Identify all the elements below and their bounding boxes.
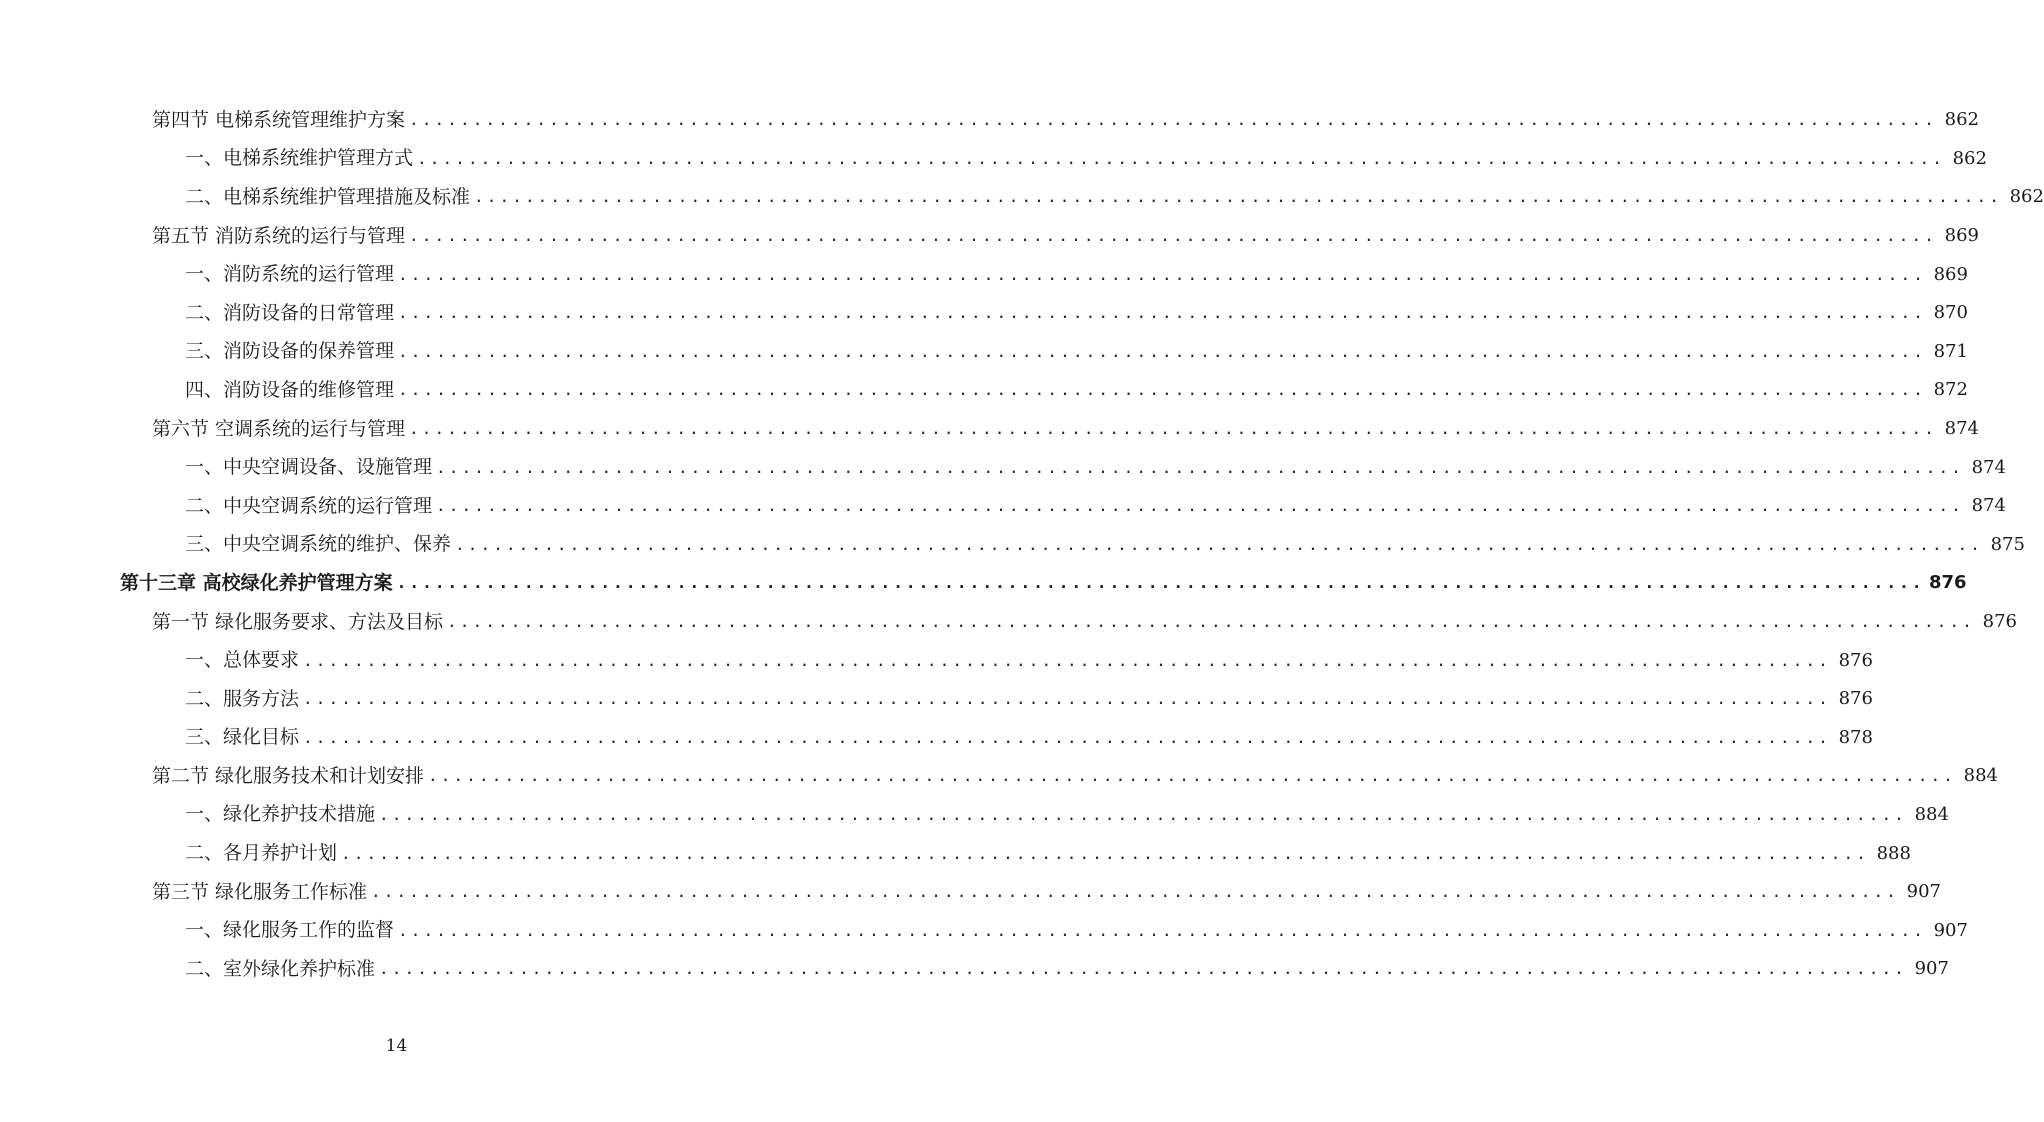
dot-leader: ........................................................................................................................ bbox=[398, 303, 1926, 323]
toc-entry-page: 872 bbox=[1933, 379, 1968, 401]
toc-entry[interactable] bbox=[0, 641, 1873, 680]
toc-entry-title: 第十三章 高校绿化养护管理方案 bbox=[120, 571, 393, 594]
toc-entry[interactable] bbox=[0, 101, 1979, 140]
toc-entry-title: 二、各月养护计划 bbox=[185, 842, 338, 865]
toc-entry[interactable] bbox=[0, 834, 1911, 873]
dot-leader: ........................................................................................................................ bbox=[409, 419, 1937, 439]
toc-entry[interactable] bbox=[0, 294, 1968, 333]
dot-leader: ........................................................................................................................ bbox=[417, 148, 1945, 168]
toc-entry[interactable] bbox=[0, 255, 1968, 294]
page-number: 14 bbox=[385, 1036, 408, 1056]
toc-entry[interactable] bbox=[0, 796, 1949, 835]
toc-entry-page: 907 bbox=[1933, 919, 1968, 941]
toc-entry-page: 862 bbox=[2009, 186, 2044, 208]
dot-leader: ........................................................................................................................ bbox=[447, 612, 1975, 632]
dot-leader: ........................................................................................................................ bbox=[436, 457, 1964, 477]
toc-entry-page: 862 bbox=[1952, 147, 1987, 169]
dot-leader: ........................................................................................................................ bbox=[436, 496, 1964, 516]
dot-leader: ........................................................................................................................ bbox=[398, 380, 1926, 400]
toc-entry-page: 874 bbox=[1971, 456, 2006, 478]
toc-entry[interactable] bbox=[0, 680, 1873, 719]
toc-entry-page: 874 bbox=[1971, 495, 2006, 517]
toc-entry-title: 三、消防设备的保养管理 bbox=[185, 340, 395, 363]
toc-entry-page: 871 bbox=[1933, 340, 1968, 362]
toc-entry[interactable] bbox=[0, 333, 1968, 372]
toc-entry[interactable] bbox=[0, 603, 2017, 642]
toc-entry-page: 869 bbox=[1944, 225, 1979, 247]
toc-entry-title: 二、服务方法 bbox=[185, 687, 300, 710]
toc-entry-page: 888 bbox=[1876, 842, 1911, 864]
toc-entry-title: 一、绿化养护技术措施 bbox=[185, 803, 376, 826]
toc-entry-title: 二、电梯系统维护管理措施及标准 bbox=[185, 185, 471, 208]
toc-entry-page: 876 bbox=[1928, 572, 1967, 594]
toc-entry-title: 一、电梯系统维护管理方式 bbox=[185, 147, 414, 170]
toc-entry[interactable] bbox=[0, 178, 2044, 217]
toc-entry-page: 876 bbox=[1838, 688, 1873, 710]
dot-leader: ........................................................................................................................ bbox=[371, 882, 1899, 902]
toc-entry-title: 第三节 绿化服务工作标准 bbox=[152, 880, 368, 903]
dot-leader: ........................................................................................................................ bbox=[303, 650, 1831, 670]
toc-entry-title: 一、总体要求 bbox=[185, 649, 300, 672]
dot-leader: ........................................................................................................................ bbox=[398, 920, 1926, 940]
dot-leader: ........................................................................................................................ bbox=[398, 264, 1926, 284]
toc-entry[interactable] bbox=[0, 873, 1941, 912]
toc-entry[interactable] bbox=[0, 140, 1987, 179]
toc-entry[interactable] bbox=[0, 410, 1979, 449]
toc-entry-page: 907 bbox=[1914, 958, 1949, 980]
toc-entry[interactable] bbox=[0, 564, 1967, 603]
toc-entry-page: 875 bbox=[1990, 533, 2025, 555]
toc-entry[interactable] bbox=[0, 448, 2006, 487]
toc-entry-title: 第五节 消防系统的运行与管理 bbox=[152, 224, 406, 247]
dot-leader: ........................................................................................................................ bbox=[398, 341, 1926, 361]
toc-entry[interactable] bbox=[0, 487, 2006, 526]
dot-leader: ........................................................................................................................ bbox=[341, 843, 1869, 863]
toc-entry[interactable] bbox=[0, 757, 1998, 796]
toc-entry-page: 884 bbox=[1963, 765, 1998, 787]
dot-leader: ........................................................................................................................ bbox=[396, 573, 1925, 593]
toc-entry-title: 三、中央空调系统的维护、保养 bbox=[185, 533, 452, 556]
dot-leader: ........................................................................................................................ bbox=[379, 959, 1907, 979]
toc-entry-page: 876 bbox=[1982, 611, 2017, 633]
dot-leader: ........................................................................................................................ bbox=[428, 766, 1956, 786]
toc-entry-page: 884 bbox=[1914, 803, 1949, 825]
toc-entry-title: 二、消防设备的日常管理 bbox=[185, 301, 395, 324]
toc-entry[interactable] bbox=[0, 371, 1968, 410]
table-of-contents bbox=[0, 101, 2044, 989]
toc-entry-page: 876 bbox=[1838, 649, 1873, 671]
toc-entry[interactable] bbox=[0, 911, 1968, 950]
toc-entry-title: 一、绿化服务工作的监督 bbox=[185, 919, 395, 942]
dot-leader: ........................................................................................................................ bbox=[455, 534, 1983, 554]
toc-entry-title: 第四节 电梯系统管理维护方案 bbox=[152, 108, 406, 131]
toc-entry-title: 一、中央空调设备、设施管理 bbox=[185, 456, 433, 479]
toc-entry[interactable] bbox=[0, 526, 2025, 565]
toc-entry[interactable] bbox=[0, 950, 1949, 989]
toc-entry[interactable] bbox=[0, 217, 1979, 256]
toc-entry-page: 878 bbox=[1838, 726, 1873, 748]
toc-entry-title: 三、绿化目标 bbox=[185, 726, 300, 749]
dot-leader: ........................................................................................................................ bbox=[409, 226, 1937, 246]
toc-entry-page: 862 bbox=[1944, 109, 1979, 131]
dot-leader: ........................................................................................................................ bbox=[379, 804, 1907, 824]
toc-entry-title: 第二节 绿化服务技术和计划安排 bbox=[152, 764, 425, 787]
toc-entry-page: 870 bbox=[1933, 302, 1968, 324]
toc-entry-page: 907 bbox=[1906, 881, 1941, 903]
toc-entry-page: 874 bbox=[1944, 418, 1979, 440]
toc-entry[interactable] bbox=[0, 719, 1873, 758]
toc-entry-page: 869 bbox=[1933, 263, 1968, 285]
toc-entry-title: 第一节 绿化服务要求、方法及目标 bbox=[152, 610, 444, 633]
dot-leader: ........................................................................................................................ bbox=[303, 727, 1831, 747]
dot-leader: ........................................................................................................................ bbox=[409, 110, 1937, 130]
dot-leader: ........................................................................................................................ bbox=[474, 187, 2002, 207]
toc-entry-title: 二、中央空调系统的运行管理 bbox=[185, 494, 433, 517]
toc-entry-title: 四、消防设备的维修管理 bbox=[185, 378, 395, 401]
toc-entry-title: 第六节 空调系统的运行与管理 bbox=[152, 417, 406, 440]
dot-leader: ........................................................................................................................ bbox=[303, 689, 1831, 709]
toc-entry-title: 一、消防系统的运行管理 bbox=[185, 263, 395, 286]
toc-entry-title: 二、室外绿化养护标准 bbox=[185, 957, 376, 980]
